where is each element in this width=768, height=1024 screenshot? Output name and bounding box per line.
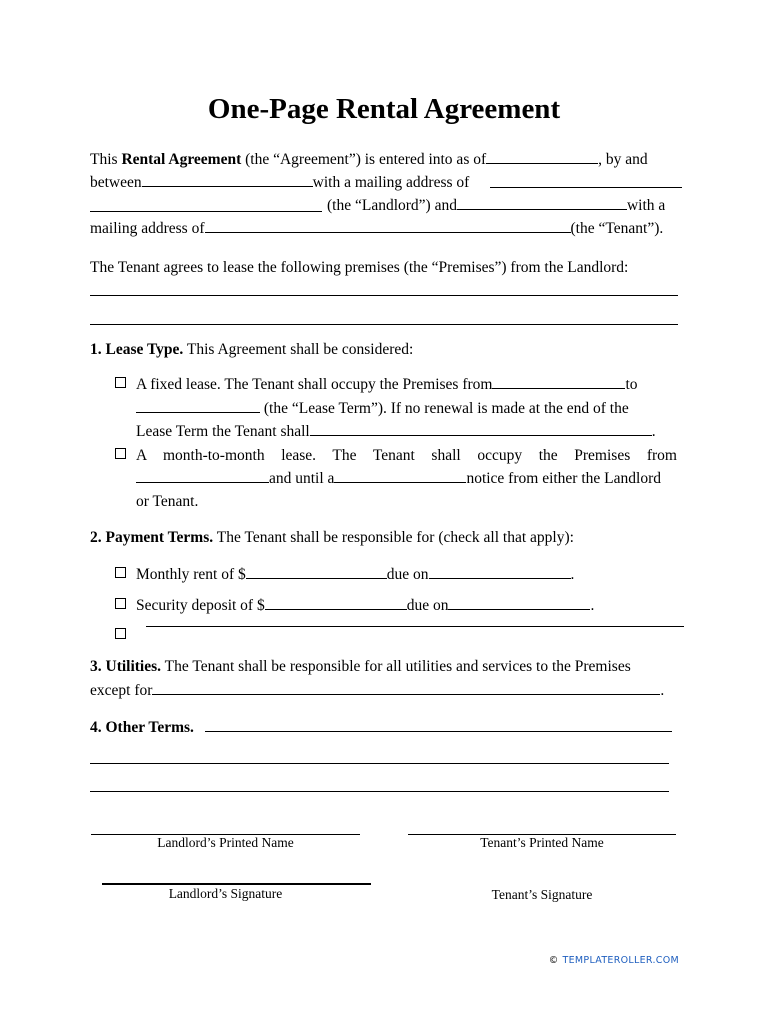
rental-agreement-term: Rental Agreement — [121, 151, 242, 168]
mtm-lease-line-2: and until a notice from either the Landlord — [136, 467, 661, 490]
fixed-lease-line-3: Lease Term the Tenant shall . — [136, 420, 656, 443]
tenant-signature-label: Tenant’s Signature — [491, 887, 593, 902]
mtm-lease-line-1: A month-to-month lease. The Tenant shall occupy the Premises from — [136, 447, 677, 464]
other-terms-field-3[interactable] — [90, 791, 669, 792]
templateroller-footer — [549, 955, 679, 966]
landlord-address-field-2[interactable] — [90, 211, 322, 212]
mtm-start-date-field[interactable] — [136, 467, 269, 483]
fixed-lease-line-2: (the “Lease Term”). If no renewal is made at the end of the — [136, 397, 629, 420]
payment-terms-heading-line: 2. Payment Terms. The Tenant shall be responsible for (check all that apply): — [90, 529, 574, 546]
utilities-line-1: 3. Utilities. The Tenant shall be responsible for all utilities and services to the Premises — [90, 658, 631, 675]
landlord-signature-field[interactable] — [102, 883, 371, 885]
tenant-address-field[interactable] — [205, 217, 571, 233]
utilities-heading: 3. Utilities. — [90, 658, 162, 675]
deposit-amount-field[interactable] — [265, 594, 407, 610]
agreement-date-field[interactable] — [486, 148, 598, 164]
templateroller-link[interactable]: TEMPLATEROLLER.COM — [562, 955, 679, 966]
monthly-rent-line: Monthly rent of $ due on . — [136, 563, 574, 586]
utilities-line-2: except for . — [90, 679, 664, 702]
renewal-terms-field[interactable] — [310, 420, 652, 436]
other-payment-checkbox[interactable] — [115, 628, 126, 639]
intro-line-4: mailing address of (the “Tenant”). — [90, 217, 663, 240]
mtm-lease-line-3: or Tenant. — [136, 493, 199, 510]
utilities-except-field[interactable] — [152, 679, 660, 695]
premises-line-2[interactable] — [90, 324, 678, 325]
landlord-signature-label: Landlord’s Signature — [168, 886, 283, 901]
month-to-month-checkbox[interactable] — [115, 448, 126, 459]
deposit-due-field[interactable] — [448, 594, 590, 610]
other-terms-heading: 4. Other Terms. — [90, 719, 194, 736]
document-title: One-Page Rental Agreement — [207, 93, 561, 125]
rent-amount-field[interactable] — [246, 563, 387, 579]
tenant-name-field[interactable] — [457, 194, 627, 210]
premises-text: The Tenant agrees to lease the following premises (the “Premises”) from the Landlord: — [90, 259, 629, 276]
intro-line-1: This Rental Agreement (the “Agreement”) is entered into as of , by and — [90, 148, 648, 171]
monthly-rent-checkbox[interactable] — [115, 567, 126, 578]
landlord-printed-name-label: Landlord’s Printed Name — [157, 835, 294, 850]
intro-line-2: between with a mailing address of — [90, 171, 469, 194]
fixed-lease-checkbox[interactable] — [115, 377, 126, 388]
lease-type-heading-line: 1. Lease Type. This Agreement shall be considered: — [90, 341, 414, 358]
security-deposit-line: Security deposit of $ due on . — [136, 594, 594, 617]
other-terms-field-2[interactable] — [90, 763, 669, 764]
copyright-icon: © — [548, 955, 559, 966]
landlord-address-field[interactable] — [490, 187, 682, 188]
rent-due-field[interactable] — [429, 563, 571, 579]
payment-terms-heading: 2. Payment Terms. — [90, 529, 214, 546]
notice-period-field[interactable] — [334, 467, 466, 483]
landlord-name-field[interactable] — [142, 171, 313, 187]
other-terms-field-1[interactable] — [205, 731, 672, 732]
security-deposit-checkbox[interactable] — [115, 598, 126, 609]
premises-line-1[interactable] — [90, 295, 678, 296]
tenant-printed-name-label: Tenant’s Printed Name — [480, 835, 604, 850]
other-payment-field[interactable] — [146, 626, 684, 627]
fixed-lease-line-1: A fixed lease. The Tenant shall occupy the Premises from to — [136, 373, 638, 396]
fixed-start-date-field[interactable] — [492, 373, 625, 389]
other-terms-line — [90, 716, 194, 739]
lease-type-heading: 1. Lease Type. — [90, 341, 184, 358]
fixed-end-date-field[interactable] — [136, 397, 260, 413]
intro-line-3: (the “Landlord”) and with a — [327, 194, 665, 217]
